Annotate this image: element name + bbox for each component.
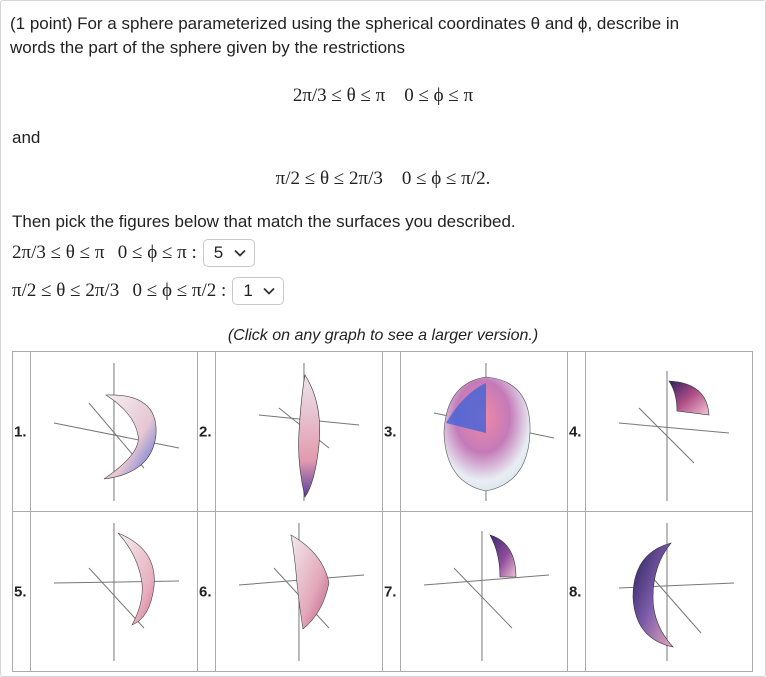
figure-number-cell <box>197 352 215 512</box>
restriction-1-phi: 0 ≤ ϕ ≤ π <box>404 85 474 106</box>
prompt-line-2: words the part of the sphere given by the restrictions <box>10 38 405 57</box>
restriction-1-theta: 2π/3 ≤ θ ≤ π <box>292 85 386 106</box>
click-note: (Click on any graph to see a larger version.) <box>227 327 539 344</box>
figure-cell-7[interactable] <box>401 512 568 672</box>
figure-cell-1[interactable] <box>31 352 198 512</box>
prompt-line-1: (1 point) For a sphere parameterized using the spherical coordinates θ and ϕ, describe in <box>10 14 680 33</box>
answer-2-select[interactable] <box>232 277 284 305</box>
restriction-1 <box>0 85 766 107</box>
figure-number-cell <box>567 512 585 672</box>
figure-number: 7. <box>383 583 397 600</box>
answer-row-1 <box>12 239 255 267</box>
figure-cell-3[interactable] <box>401 352 568 512</box>
figure-number: 8. <box>568 583 582 600</box>
figure-number: 2. <box>198 423 212 440</box>
answer-1-selected-value: 5 <box>213 243 224 262</box>
figure-8-thumbnail[interactable] <box>586 513 752 671</box>
figure-number-cell <box>197 512 215 672</box>
figure-number: 6. <box>198 583 212 600</box>
answer-row-2 <box>12 277 284 305</box>
figure-number-cell <box>567 352 585 512</box>
answer-1-phi-label: 0 ≤ ϕ ≤ π : <box>117 242 197 263</box>
figure-cell-2[interactable] <box>216 352 383 512</box>
figure-5-thumbnail[interactable] <box>31 513 197 671</box>
figure-3-thumbnail[interactable] <box>401 353 567 511</box>
figure-number: 4. <box>568 423 582 440</box>
chevron-down-icon <box>234 249 246 257</box>
answer-1-select[interactable] <box>203 239 255 267</box>
figure-2-thumbnail[interactable] <box>216 353 382 511</box>
figure-cell-5[interactable] <box>31 512 198 672</box>
figure-1-thumbnail[interactable] <box>31 353 197 511</box>
figure-number: 3. <box>383 423 397 440</box>
figure-4-thumbnail[interactable] <box>586 353 752 511</box>
restriction-2 <box>0 168 766 190</box>
answer-1-theta-label: 2π/3 ≤ θ ≤ π <box>12 242 105 263</box>
figure-cell-4[interactable] <box>586 352 753 512</box>
restriction-2-theta: π/2 ≤ θ ≤ 2π/3 <box>275 168 383 189</box>
figure-7-thumbnail[interactable] <box>401 513 567 671</box>
figure-cell-6[interactable] <box>216 512 383 672</box>
and-text: and <box>12 128 41 147</box>
problem-text <box>10 12 750 60</box>
figure-grid <box>12 351 753 672</box>
figure-number-cell <box>13 352 31 512</box>
figure-cell-8[interactable] <box>586 512 753 672</box>
answer-2-selected-value: 1 <box>243 281 253 300</box>
answer-2-phi-label: 0 ≤ ϕ ≤ π/2 : <box>132 280 227 301</box>
figure-number-cell <box>382 352 400 512</box>
figure-6-thumbnail[interactable] <box>216 513 382 671</box>
figure-number-cell <box>382 512 400 672</box>
answer-2-theta-label: π/2 ≤ θ ≤ 2π/3 <box>12 280 120 301</box>
chevron-down-icon <box>263 287 275 295</box>
figure-number: 5. <box>14 583 27 600</box>
figure-number-cell <box>13 512 31 672</box>
figure-number: 1. <box>14 423 27 440</box>
instruction-text: Then pick the figures below that match the surfaces you described. <box>12 212 516 231</box>
restriction-2-phi: 0 ≤ ϕ ≤ π/2. <box>401 168 491 189</box>
